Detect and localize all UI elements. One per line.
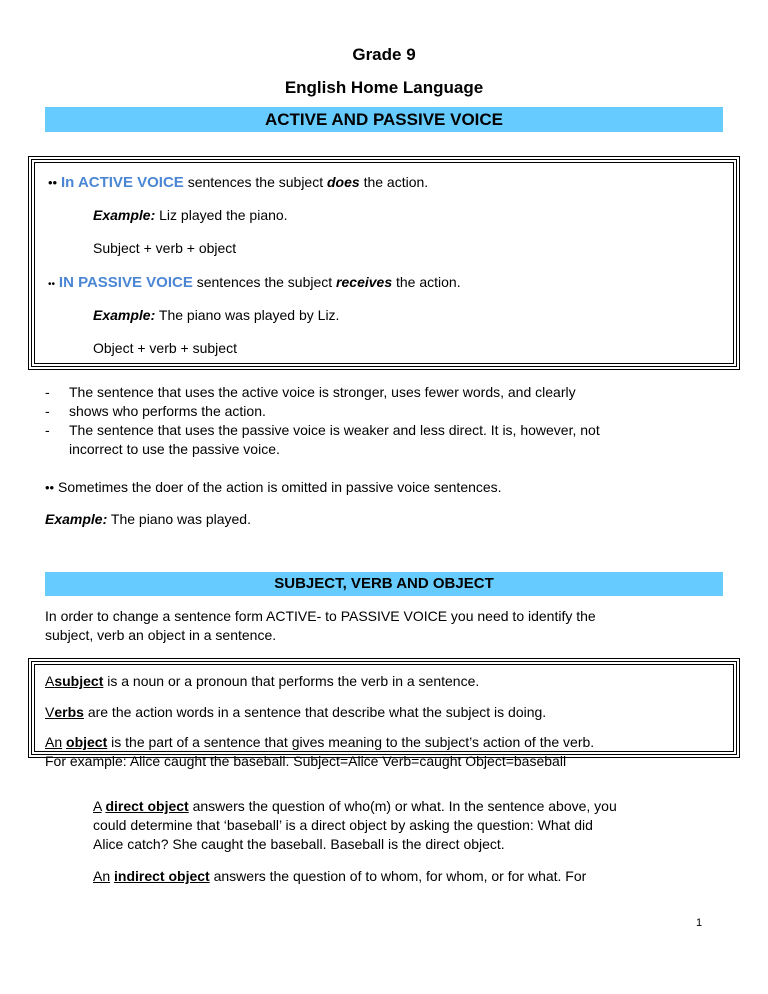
omitted-note bbox=[45, 479, 502, 495]
passive-example bbox=[93, 307, 339, 323]
passive-structure: Object + verb + subject bbox=[93, 340, 237, 356]
dash: - bbox=[45, 422, 50, 438]
passive-voice-line bbox=[48, 274, 461, 291]
note-line: incorrect to use the passive voice. bbox=[69, 441, 280, 457]
subject-a: A bbox=[45, 673, 55, 689]
grade-title: Grade 9 bbox=[352, 45, 416, 64]
bullet-icon: •• bbox=[45, 480, 55, 495]
direct-object-text: answers the question of who(m) or what. In the sentence above, you bbox=[192, 798, 617, 814]
note-line: shows who performs the action. bbox=[69, 403, 266, 419]
indirect-object-line bbox=[93, 868, 586, 884]
page-number: 1 bbox=[696, 917, 703, 929]
omitted-example bbox=[45, 511, 251, 527]
note-line: The sentence that uses the active voice is stronger, uses fewer words, and clearly bbox=[69, 384, 576, 400]
bullet-icon: •• bbox=[48, 279, 56, 290]
active-voice-line bbox=[48, 174, 428, 191]
intro-line: subject, verb an object in a sentence. bbox=[45, 627, 277, 643]
dash: - bbox=[45, 403, 50, 419]
object-example: For example: Alice caught the baseball. Subject=Alice Verb=caught Object=baseball bbox=[45, 753, 567, 769]
bullet-icon: •• bbox=[48, 175, 58, 190]
subject-term: subject bbox=[54, 673, 104, 689]
note-line: The sentence that uses the passive voice is weaker and less direct. It is, however, not bbox=[69, 422, 600, 438]
active-example-text: Liz played the piano. bbox=[159, 207, 288, 223]
direct-object-a: A bbox=[93, 798, 102, 814]
direct-object-line: Alice catch? She caught the baseball. Baseball is the direct object. bbox=[93, 836, 505, 852]
active-structure: Subject + verb + object bbox=[93, 240, 237, 256]
direct-object-line: could determine that ‘baseball’ is a direct object by asking the question: What did bbox=[93, 817, 593, 833]
dash: - bbox=[45, 384, 50, 400]
subject-text: is a noun or a pronoun that performs the verb in a sentence. bbox=[107, 673, 480, 689]
active-example bbox=[93, 207, 288, 223]
active-example-label: Example: bbox=[93, 207, 156, 223]
object-text: is the part of a sentence that gives meaning to the subject’s action of the verb. bbox=[111, 734, 595, 750]
intro-line: In order to change a sentence form ACTIVE- to PASSIVE VOICE you need to identify the bbox=[45, 608, 596, 624]
passive-text-before: sentences the subject bbox=[196, 274, 333, 290]
direct-object-term: direct object bbox=[105, 798, 189, 814]
object-term: object bbox=[66, 734, 108, 750]
active-voice-label: In ACTIVE VOICE bbox=[61, 174, 184, 191]
passive-emph: receives bbox=[336, 274, 393, 290]
section-heading: SUBJECT, VERB AND OBJECT bbox=[45, 572, 723, 596]
omitted-example-label: Example: bbox=[45, 511, 108, 527]
passive-voice-label: IN PASSIVE VOICE bbox=[58, 274, 193, 291]
indirect-object-text: answers the question of to whom, for whom, or for what. For bbox=[213, 868, 587, 884]
passive-text-after: the action. bbox=[396, 274, 461, 290]
active-text-after: the action. bbox=[363, 174, 429, 190]
indirect-object-an: An bbox=[93, 868, 111, 884]
passive-example-label: Example: bbox=[93, 307, 156, 323]
subject-title: English Home Language bbox=[284, 78, 484, 97]
active-emph: does bbox=[327, 174, 360, 190]
verbs-term: erbs bbox=[54, 704, 84, 720]
direct-object-line bbox=[93, 798, 617, 814]
object-an: An bbox=[45, 734, 63, 750]
indirect-object-term: indirect object bbox=[114, 868, 210, 884]
verbs-text: are the action words in a sentence that describe what the subject is doing. bbox=[87, 704, 547, 720]
topic-banner: ACTIVE AND PASSIVE VOICE bbox=[45, 107, 723, 132]
passive-example-text: The piano was played by Liz. bbox=[158, 307, 340, 323]
active-text-before: sentences the subject bbox=[187, 174, 324, 190]
object-definition bbox=[45, 734, 594, 750]
verbs-definition bbox=[45, 704, 546, 720]
subject-definition bbox=[45, 673, 479, 689]
omitted-example-text: The piano was played. bbox=[110, 511, 251, 527]
verbs-v: V bbox=[45, 704, 55, 720]
omitted-text: Sometimes the doer of the action is omitted in passive voice sentences. bbox=[58, 479, 502, 495]
